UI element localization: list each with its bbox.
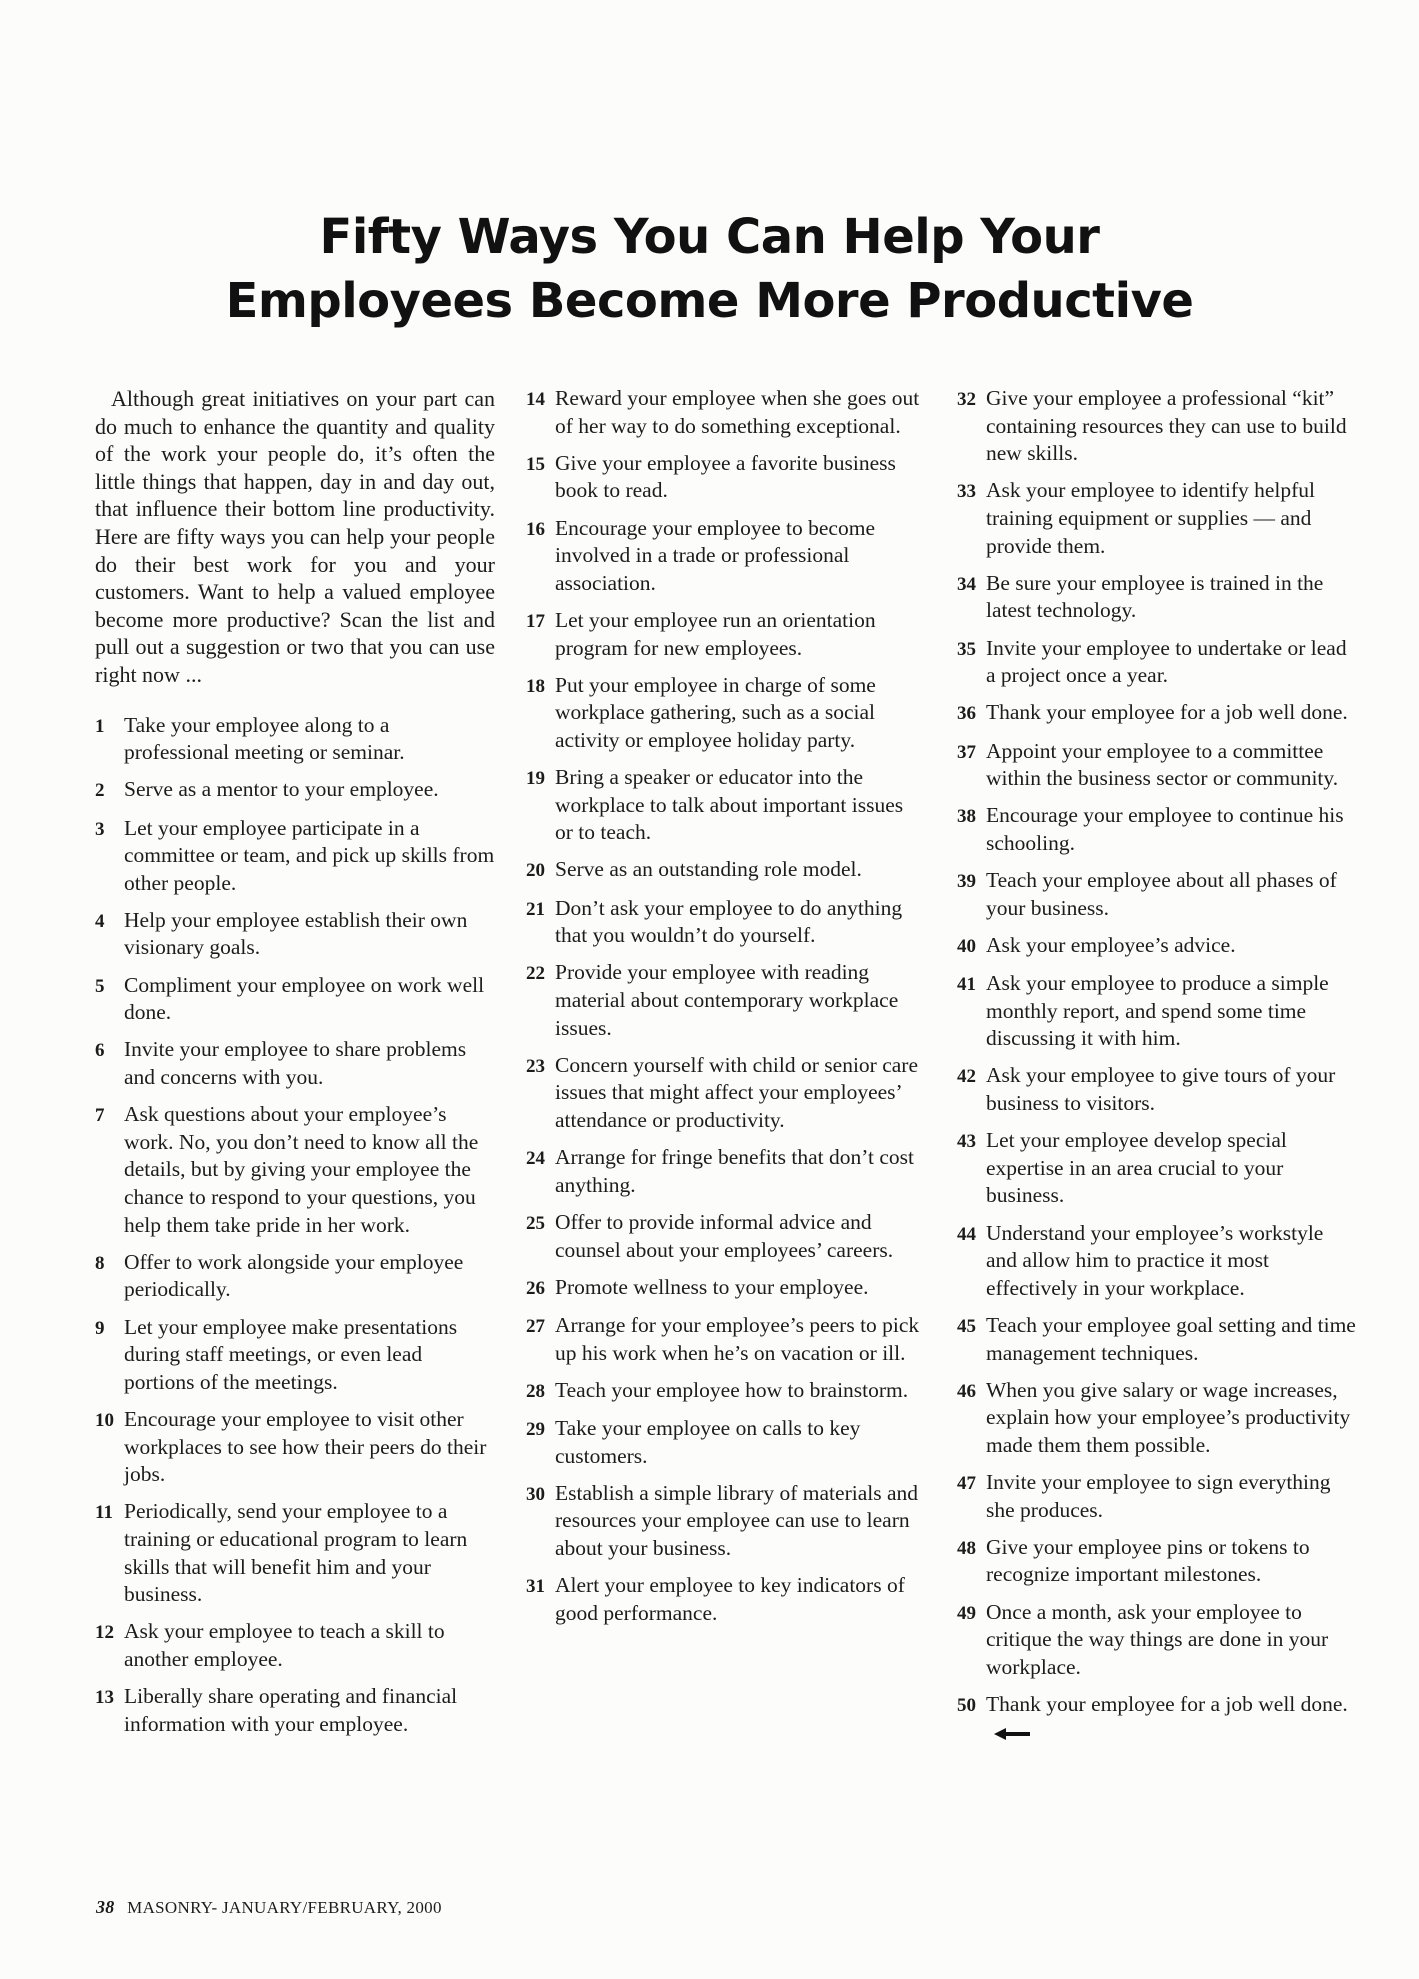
item-number: 50 xyxy=(957,1695,976,1717)
item-number: 4 xyxy=(95,910,105,932)
item-text: Teach your employee how to brainstorm. xyxy=(555,1377,909,1402)
item-number: 48 xyxy=(957,1537,976,1559)
list-item xyxy=(95,972,495,1027)
item-text: Liberally share operating and financial information with your employee. xyxy=(124,1684,458,1736)
title-line-2: Employees Become More Productive xyxy=(225,273,1194,329)
column-2 xyxy=(526,385,926,1637)
item-text: Concern yourself with child or senior care issues that might affect your employees’ attendance or productivity. xyxy=(555,1052,918,1132)
page-footer xyxy=(96,1897,442,1918)
item-text: Invite your employee to sign everything she produces. xyxy=(986,1470,1331,1522)
list-item xyxy=(957,1062,1357,1117)
item-text: Promote wellness to your employee. xyxy=(555,1274,869,1299)
item-text: Put your employee in charge of some workplace gathering, such as a social activity or employee holiday party. xyxy=(555,672,876,752)
item-text: Understand your employee’s workstyle and allow him to practice it most effectively in your workplace. xyxy=(986,1220,1324,1300)
item-text: Take your employee along to a professional meeting or seminar. xyxy=(124,712,405,765)
page-number: 38 xyxy=(96,1897,115,1917)
list-item xyxy=(957,1377,1357,1460)
item-text: Ask your employee to give tours of your business to visitors. xyxy=(986,1063,1336,1115)
item-number: 32 xyxy=(957,389,976,410)
list-item xyxy=(957,699,1357,728)
item-text: Ask your employee to produce a simple monthly report, and spend some time discussing it with him. xyxy=(986,971,1329,1051)
item-number: 11 xyxy=(95,1502,113,1524)
list-item xyxy=(526,515,926,598)
list-item xyxy=(526,1480,926,1563)
column-3 xyxy=(957,385,1357,1756)
item-number: 21 xyxy=(526,898,545,920)
item-number: 40 xyxy=(957,935,976,957)
list-item xyxy=(957,570,1357,625)
publication-line: MASONRY- JANUARY/FEBRUARY, 2000 xyxy=(127,1898,442,1917)
list-item xyxy=(95,1498,495,1608)
item-text: Serve as a mentor to your employee. xyxy=(124,777,439,802)
item-text: Serve as an outstanding role model. xyxy=(555,857,862,882)
item-number: 10 xyxy=(95,1409,114,1431)
list-item xyxy=(957,1691,1357,1746)
list-item xyxy=(957,1127,1357,1210)
item-text: Ask your employee to teach a skill to another employee. xyxy=(124,1619,445,1671)
item-number: 17 xyxy=(526,610,545,632)
item-number: 22 xyxy=(526,963,545,985)
list-item xyxy=(526,764,926,847)
item-number: 39 xyxy=(957,871,976,893)
item-number: 9 xyxy=(95,1317,105,1339)
item-text: Offer to provide informal advice and counsel about your employees’ careers. xyxy=(555,1209,894,1262)
end-of-article-arrow-icon xyxy=(994,1727,1030,1741)
list-item xyxy=(95,1036,495,1091)
item-number: 41 xyxy=(957,974,976,996)
list-item xyxy=(526,959,926,1042)
list-item xyxy=(526,1415,926,1470)
item-number: 30 xyxy=(526,1483,545,1505)
item-text: Thank your employee for a job well done. xyxy=(986,1691,1357,1746)
list-item xyxy=(957,1534,1357,1589)
item-text: Invite your employee to share problems and concerns with you. xyxy=(124,1037,467,1090)
item-number: 42 xyxy=(957,1066,976,1088)
item-number: 37 xyxy=(957,741,976,763)
item-text: Give your employee pins or tokens to recognize important milestones. xyxy=(986,1534,1310,1587)
list-item xyxy=(957,970,1357,1053)
item-number: 2 xyxy=(95,780,105,802)
item-number: 15 xyxy=(526,453,545,475)
item-text: Provide your employee with reading material about contemporary workplace issues. xyxy=(555,960,899,1040)
item-text: Teach your employee goal setting and time management techniques. xyxy=(986,1312,1356,1365)
item-text: Let your employee make presentations during staff meetings, or even lead portions of the meetings. xyxy=(124,1314,458,1394)
item-text: Invite your employee to undertake or lead a project once a year. xyxy=(986,635,1347,688)
item-text: Ask your employee’s advice. xyxy=(986,932,1236,957)
list-item xyxy=(95,1249,495,1304)
item-text: Encourage your employee to continue his schooling. xyxy=(986,803,1344,855)
item-text: Teach your employee about all phases of your business. xyxy=(986,868,1337,920)
item-text: Be sure your employee is trained in the latest technology. xyxy=(986,570,1324,623)
item-text: When you give salary or wage increases, explain how your employee’s productivity made them them possible. xyxy=(986,1377,1351,1457)
list-item xyxy=(526,1312,926,1367)
tips-list-part-1 xyxy=(95,712,495,1739)
list-item xyxy=(95,1683,495,1738)
item-number: 12 xyxy=(95,1622,114,1644)
item-number: 5 xyxy=(95,975,105,997)
list-item xyxy=(957,738,1357,793)
item-number: 33 xyxy=(957,481,976,503)
item-text: Let your employee develop special expertise in an area crucial to your business. xyxy=(986,1128,1287,1208)
list-item xyxy=(957,1312,1357,1367)
list-item xyxy=(526,856,926,885)
item-number: 8 xyxy=(95,1252,105,1274)
item-number: 44 xyxy=(957,1223,976,1245)
list-item xyxy=(957,477,1357,560)
item-number: 24 xyxy=(526,1148,545,1170)
item-number: 13 xyxy=(95,1687,114,1709)
item-number: 36 xyxy=(957,703,976,725)
item-number: 7 xyxy=(95,1105,105,1127)
item-number: 18 xyxy=(526,675,545,697)
item-text: Thank your employee for a job well done. xyxy=(986,700,1348,725)
item-text: Reward your employee when she goes out of her way to do something exceptional. xyxy=(555,386,920,438)
list-item xyxy=(526,672,926,755)
item-number: 28 xyxy=(526,1380,545,1402)
item-number: 43 xyxy=(957,1131,976,1153)
list-item xyxy=(957,802,1357,857)
item-text: Let your employee participate in a committee or team, and pick up skills from other people. xyxy=(124,815,495,895)
item-number: 38 xyxy=(957,806,976,828)
list-item xyxy=(95,815,495,898)
item-text: Don’t ask your employee to do anything that you wouldn’t do yourself. xyxy=(555,895,903,948)
item-number: 29 xyxy=(526,1418,545,1440)
list-item xyxy=(526,1377,926,1406)
item-number: 14 xyxy=(526,389,545,410)
item-number: 27 xyxy=(526,1315,545,1337)
item-number: 35 xyxy=(957,638,976,660)
item-number: 34 xyxy=(957,573,976,595)
list-item xyxy=(957,385,1357,468)
item-text: Encourage your employee to become involved in a trade or professional association. xyxy=(555,515,875,595)
item-text: Periodically, send your employee to a training or educational program to learn skills that will benefit him and your business. xyxy=(124,1499,468,1607)
item-text: Let your employee run an orientation program for new employees. xyxy=(555,607,876,660)
item-text: Alert your employee to key indicators of good performance. xyxy=(555,1573,905,1625)
item-text: Once a month, ask your employee to critique the way things are done in your workplace. xyxy=(986,1599,1329,1679)
list-item xyxy=(526,450,926,505)
list-item xyxy=(95,1101,495,1239)
list-item xyxy=(95,1618,495,1673)
list-item xyxy=(95,712,495,767)
item-number: 49 xyxy=(957,1602,976,1624)
list-item xyxy=(957,1469,1357,1524)
list-item xyxy=(957,867,1357,922)
item-number: 19 xyxy=(526,768,545,790)
list-item xyxy=(957,1599,1357,1682)
list-item xyxy=(526,1144,926,1199)
list-item xyxy=(95,907,495,962)
item-number: 25 xyxy=(526,1212,545,1234)
item-text: Help your employee establish their own visionary goals. xyxy=(124,907,468,960)
item-text: Offer to work alongside your employee periodically. xyxy=(124,1249,464,1302)
item-text: Establish a simple library of materials and resources your employee can use to learn about your business. xyxy=(555,1480,919,1560)
item-number: 6 xyxy=(95,1040,105,1062)
tips-list-part-2 xyxy=(526,385,926,1627)
item-number: 47 xyxy=(957,1473,976,1495)
item-number: 1 xyxy=(95,715,105,737)
list-item xyxy=(95,1406,495,1489)
item-text: Compliment your employee on work well done. xyxy=(124,972,485,1025)
item-text: Encourage your employee to visit other workplaces to see how their peers do their jobs. xyxy=(124,1406,487,1487)
item-number: 23 xyxy=(526,1055,545,1077)
list-item xyxy=(957,932,1357,961)
list-item xyxy=(526,1052,926,1135)
item-number: 20 xyxy=(526,860,545,882)
list-item xyxy=(957,635,1357,690)
list-item xyxy=(95,1314,495,1397)
list-item xyxy=(526,607,926,662)
list-item xyxy=(95,776,495,805)
item-text: Take your employee on calls to key customers. xyxy=(555,1415,861,1468)
list-item xyxy=(526,1209,926,1264)
list-item xyxy=(526,1274,926,1303)
item-text: Bring a speaker or educator into the workplace to talk about important issues or to teach. xyxy=(555,765,904,845)
article-title xyxy=(0,205,1419,333)
item-text: Appoint your employee to a committee within the business sector or community. xyxy=(986,738,1339,791)
item-number: 16 xyxy=(526,518,545,540)
item-text: Give your employee a professional “kit” containing resources they can use to build new skills. xyxy=(986,386,1347,466)
item-text: Arrange for fringe benefits that don’t cost anything. xyxy=(555,1145,915,1197)
item-text: Arrange for your employee’s peers to pick up his work when he’s on vacation or ill. xyxy=(555,1312,920,1365)
list-item xyxy=(957,1220,1357,1303)
item-number: 31 xyxy=(526,1576,545,1598)
item-text: Give your employee a favorite business book to read. xyxy=(555,450,896,503)
intro-paragraph: Although great initiatives on your part can do much to enhance the quantity and quality of the work your people do, it’s often the little things that happen, day in and day out, that influence their bottom line productivity. Here are fifty ways you can help your people do their best work for you and your customers. Want to help a valued employee become more productive? Scan the list and pull out a suggestion or two that you can use right now ... xyxy=(95,386,495,687)
item-text: Ask your employee to identify helpful training equipment or supplies — and provide them. xyxy=(986,478,1315,558)
list-item xyxy=(526,1572,926,1627)
list-item xyxy=(526,385,926,440)
column-1 xyxy=(95,385,495,1748)
item-number: 26 xyxy=(526,1277,545,1299)
tips-list-part-3 xyxy=(957,385,1357,1746)
item-number: 45 xyxy=(957,1315,976,1337)
title-line-1: Fifty Ways You Can Help Your xyxy=(319,209,1100,265)
item-text: Ask questions about your employee’s work. No, you don’t need to know all the details, but by giving your employee the chance to respond to your questions, you help them take pride in her work. xyxy=(124,1102,479,1237)
list-item xyxy=(526,895,926,950)
item-number: 46 xyxy=(957,1380,976,1402)
item-number: 3 xyxy=(95,818,105,840)
